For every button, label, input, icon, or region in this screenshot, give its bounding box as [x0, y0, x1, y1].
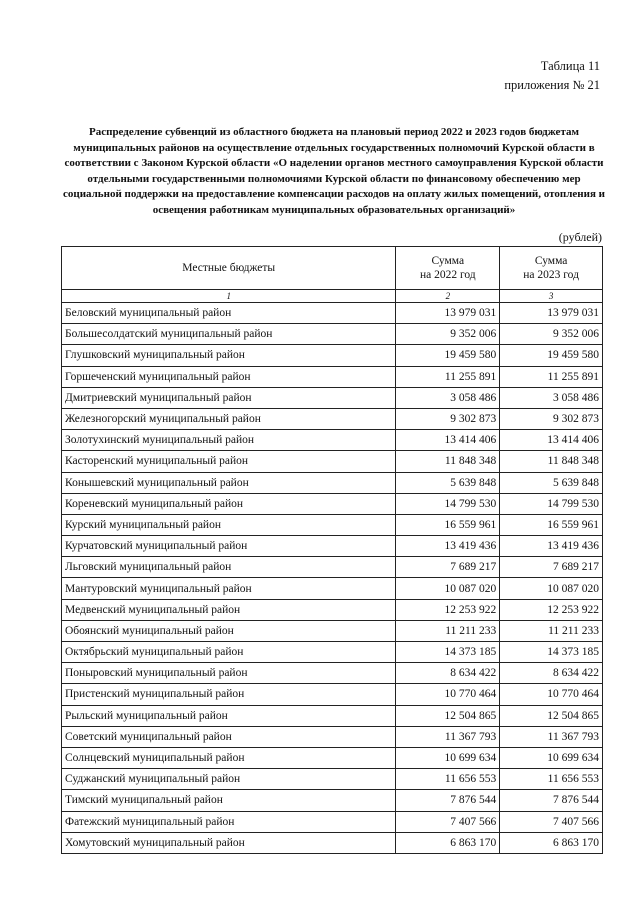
amount-2023: 10 699 634 — [500, 747, 603, 768]
district-name: Обоянский муниципальный район — [62, 620, 396, 641]
amount-2022: 7 689 217 — [396, 557, 500, 578]
amount-2022: 11 848 348 — [396, 451, 500, 472]
amount-2023: 16 559 961 — [500, 514, 603, 535]
amount-2023: 13 979 031 — [500, 303, 603, 324]
amount-2022: 11 255 891 — [396, 366, 500, 387]
amount-2022: 6 863 170 — [396, 832, 500, 853]
column-index-row — [62, 290, 603, 303]
amount-2022: 9 302 873 — [396, 408, 500, 429]
district-name: Советский муниципальный район — [62, 726, 396, 747]
amount-2023: 11 255 891 — [500, 366, 603, 387]
column-header-budgets: Местные бюджеты — [62, 247, 396, 290]
amount-2023: 11 367 793 — [500, 726, 603, 747]
amount-2022: 13 979 031 — [396, 303, 500, 324]
amount-2023: 14 799 530 — [500, 493, 603, 514]
amount-2022: 12 504 865 — [396, 705, 500, 726]
amount-2023: 7 876 544 — [500, 790, 603, 811]
column-header-2022: Сумма на 2022 год — [396, 247, 500, 290]
table-row — [62, 408, 603, 429]
table-row — [62, 811, 603, 832]
amount-2022: 13 414 406 — [396, 430, 500, 451]
table-row — [62, 790, 603, 811]
amount-2023: 13 414 406 — [500, 430, 603, 451]
table-row — [62, 684, 603, 705]
district-name: Конышевский муниципальный район — [62, 472, 396, 493]
table-row — [62, 536, 603, 557]
amount-2023: 10 087 020 — [500, 578, 603, 599]
amount-2022: 9 352 006 — [396, 324, 500, 345]
amount-2023: 3 058 486 — [500, 387, 603, 408]
amount-2022: 10 087 020 — [396, 578, 500, 599]
table-row — [62, 493, 603, 514]
table-row — [62, 726, 603, 747]
amount-2023: 7 407 566 — [500, 811, 603, 832]
table-row — [62, 430, 603, 451]
amount-2023: 12 253 922 — [500, 599, 603, 620]
document-title: Распределение субвенций из областного бюджета на плановый период 2022 и 2023 годов бюджетам муниципальных районов на осуществление отдельных государственных полномочий Курской области в соответствии с Законом Курской области «О наделении органов местного самоуправления Курской области отдельными государственными полномочиями Курской области по финансовому обеспечению мер социальной поддержки на предоставление компенсации расходов на оплату жилых помещений, отопления и освещения работникам муниципальных образовательных организаций» — [62, 126, 605, 216]
table-reference — [504, 57, 600, 95]
table-row — [62, 366, 603, 387]
table-row — [62, 642, 603, 663]
amount-2022: 11 367 793 — [396, 726, 500, 747]
amount-2022: 7 407 566 — [396, 811, 500, 832]
amount-2022: 5 639 848 — [396, 472, 500, 493]
table-row — [62, 578, 603, 599]
amount-2022: 11 211 233 — [396, 620, 500, 641]
amount-2022: 10 699 634 — [396, 747, 500, 768]
district-name: Беловский муниципальный район — [62, 303, 396, 324]
amount-2023: 9 352 006 — [500, 324, 603, 345]
amount-2022: 14 373 185 — [396, 642, 500, 663]
district-name: Касторенский муниципальный район — [62, 451, 396, 472]
table-row — [62, 747, 603, 768]
table-row — [62, 303, 603, 324]
district-name: Железногорский муниципальный район — [62, 408, 396, 429]
district-name: Хомутовский муниципальный район — [62, 832, 396, 853]
table-row — [62, 387, 603, 408]
table-row — [62, 472, 603, 493]
amount-2022: 13 419 436 — [396, 536, 500, 557]
amount-2022: 14 799 530 — [396, 493, 500, 514]
district-name: Поныровский муниципальный район — [62, 663, 396, 684]
district-name: Курский муниципальный район — [62, 514, 396, 535]
table-header-row — [62, 247, 603, 290]
district-name: Кореневский муниципальный район — [62, 493, 396, 514]
district-name: Золотухинский муниципальный район — [62, 430, 396, 451]
table-row — [62, 324, 603, 345]
column-index: 1 — [62, 290, 396, 303]
district-name: Солнцевский муниципальный район — [62, 747, 396, 768]
amount-2023: 11 848 348 — [500, 451, 603, 472]
table-row — [62, 514, 603, 535]
table-body — [62, 303, 603, 854]
appendix-number: приложения № 21 — [504, 78, 600, 92]
amount-2022: 7 876 544 — [396, 790, 500, 811]
amount-2023: 11 211 233 — [500, 620, 603, 641]
district-name: Глушковский муниципальный район — [62, 345, 396, 366]
amount-2023: 19 459 580 — [500, 345, 603, 366]
district-name: Дмитриевский муниципальный район — [62, 387, 396, 408]
column-index: 2 — [396, 290, 500, 303]
district-name: Мантуровский муниципальный район — [62, 578, 396, 599]
table-row — [62, 620, 603, 641]
subsidy-table — [61, 246, 603, 854]
amount-2022: 16 559 961 — [396, 514, 500, 535]
amount-2023: 5 639 848 — [500, 472, 603, 493]
district-name: Курчатовский муниципальный район — [62, 536, 396, 557]
amount-2023: 14 373 185 — [500, 642, 603, 663]
district-name: Горшеченский муниципальный район — [62, 366, 396, 387]
currency-unit: (рублей) — [558, 230, 602, 244]
district-name: Октябрьский муниципальный район — [62, 642, 396, 663]
amount-2023: 11 656 553 — [500, 769, 603, 790]
column-index: 3 — [500, 290, 603, 303]
amount-2022: 12 253 922 — [396, 599, 500, 620]
table-row — [62, 769, 603, 790]
table-row — [62, 557, 603, 578]
table-row — [62, 705, 603, 726]
amount-2023: 10 770 464 — [500, 684, 603, 705]
amount-2023: 9 302 873 — [500, 408, 603, 429]
district-name: Суджанский муниципальный район — [62, 769, 396, 790]
district-name: Тимский муниципальный район — [62, 790, 396, 811]
amount-2022: 11 656 553 — [396, 769, 500, 790]
amount-2022: 19 459 580 — [396, 345, 500, 366]
table-row — [62, 451, 603, 472]
district-name: Медвенский муниципальный район — [62, 599, 396, 620]
district-name: Фатежский муниципальный район — [62, 811, 396, 832]
amount-2023: 13 419 436 — [500, 536, 603, 557]
table-row — [62, 345, 603, 366]
district-name: Пристенский муниципальный район — [62, 684, 396, 705]
table-row — [62, 599, 603, 620]
table-number: Таблица 11 — [540, 59, 600, 73]
amount-2022: 8 634 422 — [396, 663, 500, 684]
amount-2023: 12 504 865 — [500, 705, 603, 726]
district-name: Льговский муниципальный район — [62, 557, 396, 578]
district-name: Большесолдатский муниципальный район — [62, 324, 396, 345]
column-header-2023: Сумма на 2023 год — [500, 247, 603, 290]
amount-2023: 6 863 170 — [500, 832, 603, 853]
amount-2022: 10 770 464 — [396, 684, 500, 705]
amount-2023: 8 634 422 — [500, 663, 603, 684]
table-row — [62, 832, 603, 853]
amount-2022: 3 058 486 — [396, 387, 500, 408]
amount-2023: 7 689 217 — [500, 557, 603, 578]
table-row — [62, 663, 603, 684]
district-name: Рыльский муниципальный район — [62, 705, 396, 726]
